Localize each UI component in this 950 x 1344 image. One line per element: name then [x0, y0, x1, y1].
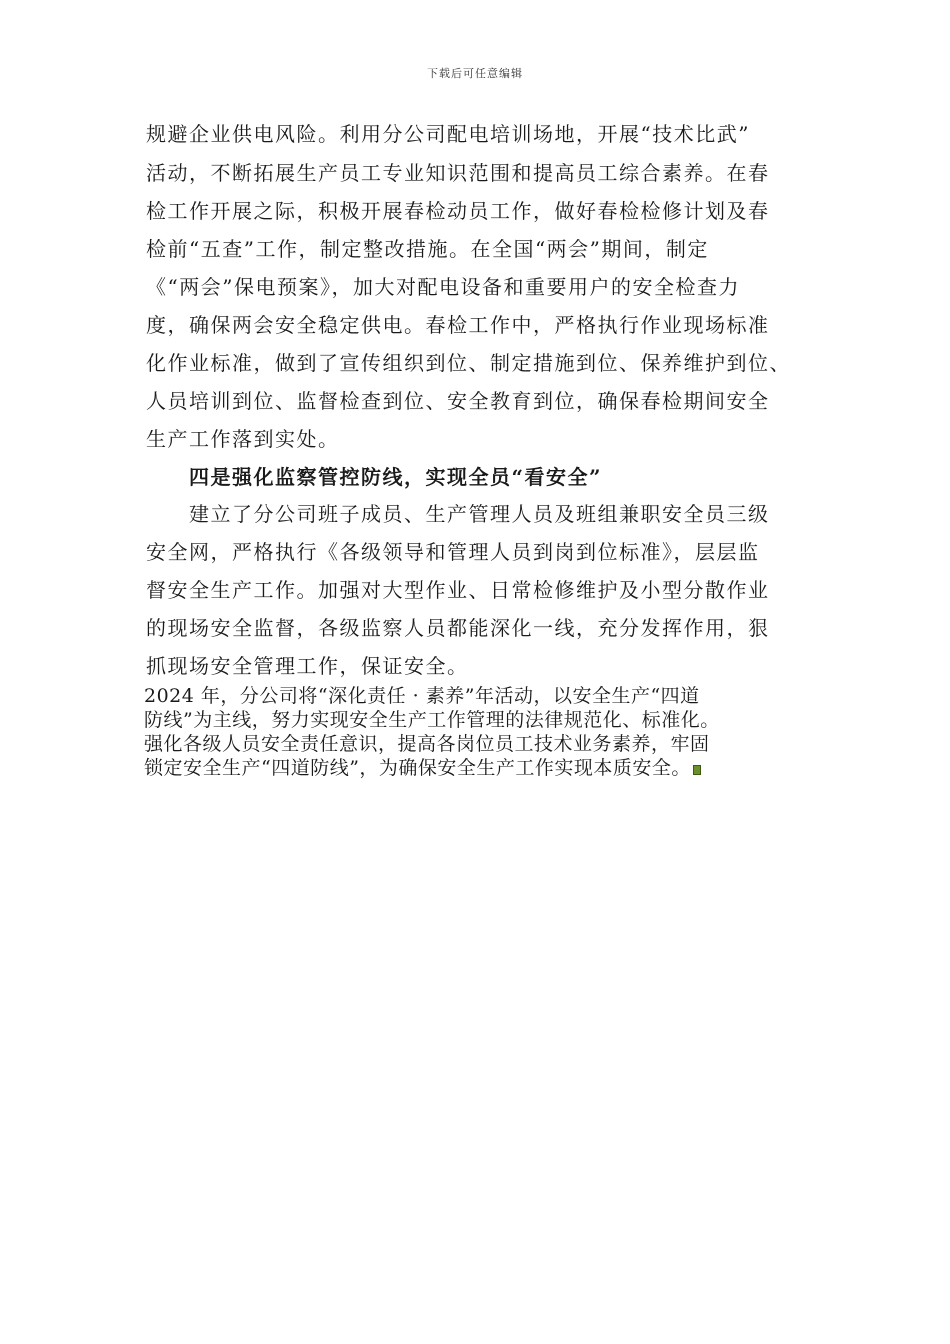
page-header: 下载后可任意编辑	[427, 67, 523, 80]
text-line: 生产工作落到实处。	[146, 427, 340, 451]
text-line: 化作业标准，做到了宣传组织到位、制定措施到位、保养维护到位、	[146, 351, 791, 375]
text-line: 度，确保两会安全稳定供电。春检工作中，严格执行作业现场标准	[146, 313, 770, 337]
text-line: 强化各级人员安全责任意识，提高各岗位员工技术业务素养，牢固	[144, 733, 710, 755]
text-line: 的现场安全监督，各级监察人员都能深化一线，充分发挥作用，狠	[146, 616, 770, 640]
text-line: 督安全生产工作。加强对大型作业、日常检修维护及小型分散作业	[146, 578, 770, 602]
text-line: 安全网，严格执行《各级领导和管理人员到岗到位标准》，层层监	[146, 540, 760, 564]
text-line: 检前“五查”工作，制定整改措施。在全国“两会”期间，制定	[146, 237, 709, 261]
text-line: 锁定安全生产“四道防线”，为确保安全生产工作实现本质安全。	[144, 757, 691, 779]
section-heading: 四是强化监察管控防线，实现全员“看安全”	[189, 465, 603, 489]
paragraph-end-marker	[693, 765, 701, 775]
text-line: 建立了分公司班子成员、生产管理人员及班组兼职安全员三级	[189, 502, 770, 526]
text-line: 防线”为主线，努力实现安全生产工作管理的法律规范化、标准化。	[144, 709, 720, 731]
text-line: 活动，不断拓展生产员工专业知识范围和提高员工综合素养。在春	[146, 161, 770, 185]
text-line: 《“两会”保电预案》，加大对配电设备和重要用户的安全检查力	[146, 275, 740, 299]
text-line: 人员培训到位、监督检查到位、安全教育到位，确保春检期间安全	[146, 389, 770, 413]
text-line: 检工作开展之际，积极开展春检动员工作，做好春检检修计划及春	[146, 199, 770, 223]
text-line: 规避企业供电风险。利用分公司配电培训场地，开展“技术比武”	[146, 122, 750, 146]
text-line: 抓现场安全管理工作，保证安全。	[146, 654, 469, 678]
text-line-last	[144, 756, 701, 780]
text-line: 2024 年，分公司将“深化责任 · 素养”年活动，以安全生产“四道	[144, 685, 700, 707]
